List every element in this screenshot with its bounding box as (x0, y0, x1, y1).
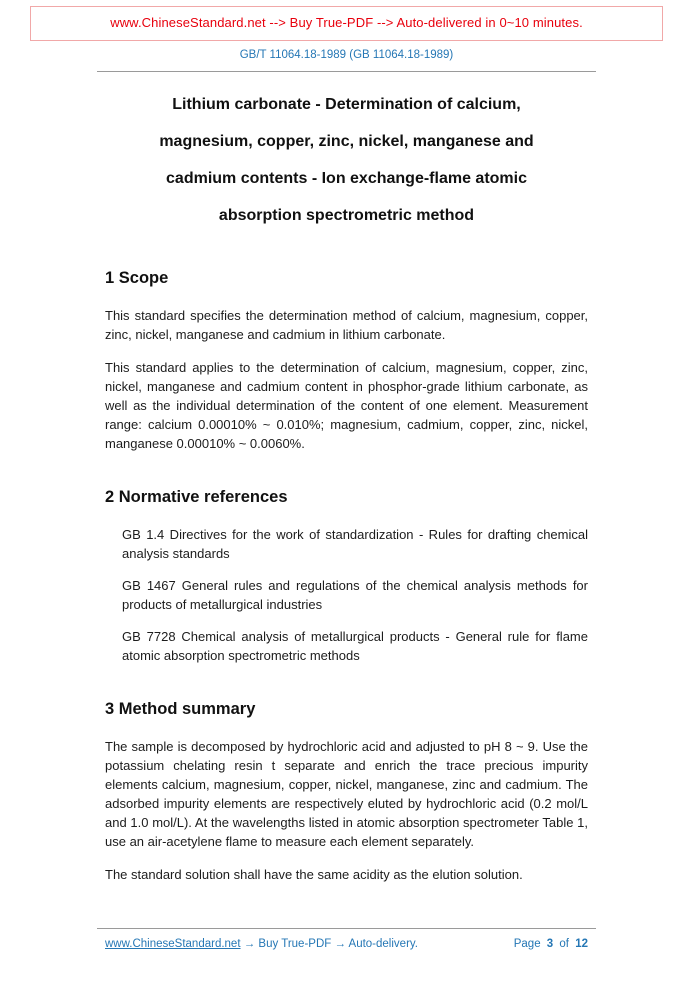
method-summary-paragraph-2: The standard solution shall have the same acidity as the elution solution. (105, 867, 523, 882)
page-current: 3 (546, 938, 554, 950)
document-body (0, 86, 693, 884)
page-indicator (511, 938, 588, 950)
title-line-2: magnesium, copper, zinc, nickel, manganese and (159, 133, 534, 150)
method-summary-paragraph-1: The sample is decomposed by hydrochloric acid and adjusted to pH 8 ~ 9. Use the potassium chelating resin t separate and enrich the trace precious impurity elements calcium, magnesium, copper, nickel, manganese, zinc and cadmium. The adsorbed impurity elements are respectively eluted by hydrochloric acid (0.2 mol/L and 1.0 mol/L). At the wavelengths listed in atomic absorption spectrometer Table 1, use an air-acetylene flame to measure each element separately. (105, 739, 588, 849)
page-label: Page (513, 938, 541, 950)
title-line-4: absorption spectrometric method (218, 207, 475, 224)
banner-ad-link[interactable]: www.ChineseStandard.net --> Buy True-PDF --> Auto-delivered in 0~10 minutes. (110, 15, 583, 30)
section-heading-normative-references: 2 Normative references (105, 488, 288, 506)
standard-code: GB/T 11064.18-1989 (GB 11064.18-1989) (239, 49, 454, 61)
footer-delivery-line (105, 938, 418, 950)
document-page (0, 6, 693, 986)
reference-item-gb-1467: GB 1467 General rules and regulations of the chemical analysis methods for products of metallurgical industries (122, 578, 588, 612)
scope-paragraph-1: This standard specifies the determination method of calcium, magnesium, copper, zinc, nickel, manganese and cadmium in lithium carbonate. (105, 308, 588, 342)
page-total: 12 (575, 938, 588, 950)
section-heading-method-summary: 3 Method summary (105, 700, 256, 718)
title-line-1: Lithium carbonate - Determination of calcium, (172, 96, 521, 113)
top-banner (30, 6, 663, 41)
title-line-3: cadmium contents - Ion exchange-flame atomic (166, 170, 527, 187)
scope-paragraph-2: This standard applies to the determination of calcium, magnesium, copper, zinc, nickel, manganese and cadmium content in phosphor-grade lithium carbonate, as well as the individual determination of the content of one element. Measurement range: calcium 0.00010% ~ 0.010%; magnesium, cadmium, copper, zinc, nickel, manganese 0.00010% ~ 0.0060%. (105, 360, 588, 451)
reference-item-gb-1-4: GB 1.4 Directives for the work of standardization - Rules for drafting chemical analysis standards (122, 527, 588, 561)
reference-item-gb-7728: GB 7728 Chemical analysis of metallurgical products - General rule for flame atomic absorption spectrometric methods (122, 629, 588, 663)
footer-site-link[interactable]: www.ChineseStandard.net (105, 938, 241, 950)
document-title (105, 86, 588, 234)
header-divider (97, 71, 596, 72)
page-footer (0, 928, 693, 950)
section-heading-scope: 1 Scope (105, 269, 169, 287)
footer-delivery-text: → Buy True-PDF → Auto-delivery. (240, 938, 418, 950)
page-of-label: of (559, 938, 569, 950)
